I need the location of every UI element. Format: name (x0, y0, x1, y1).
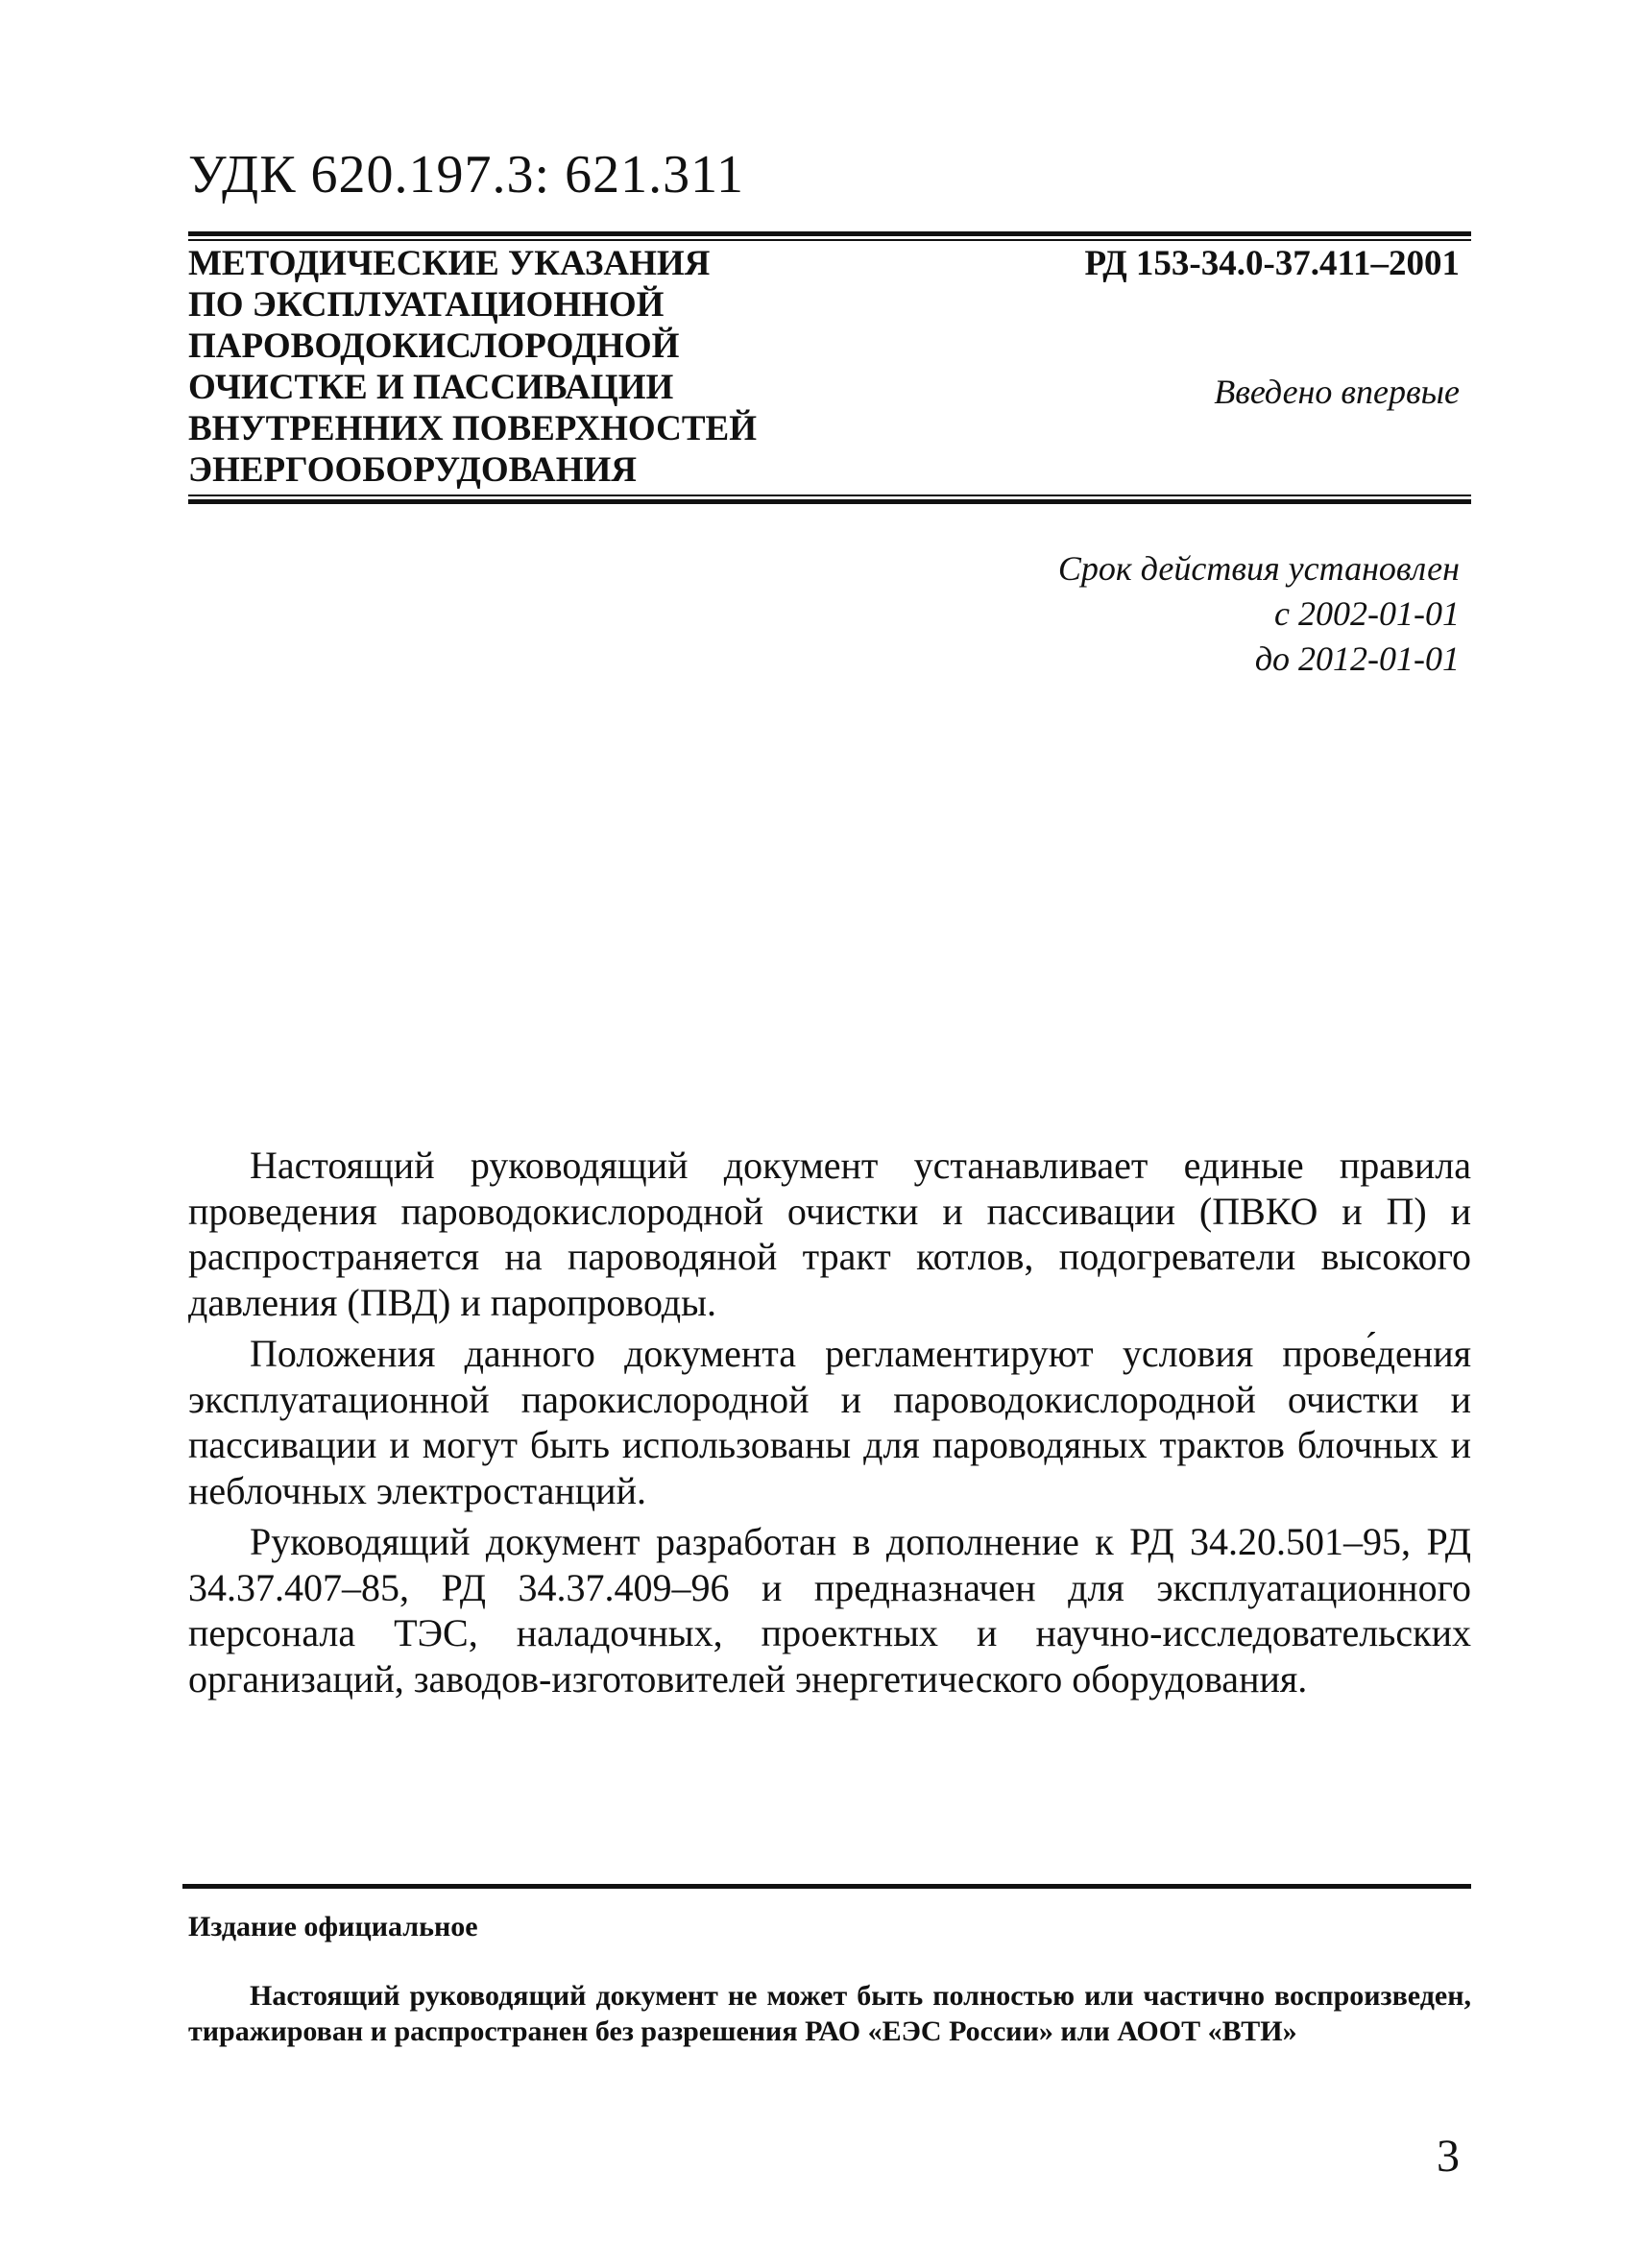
title-line: ОЧИСТКЕ И ПАССИВАЦИИ (188, 368, 674, 407)
title-line: ВНУТРЕННИХ ПОВЕРХНОСТЕЙ (188, 409, 758, 448)
validity-label: Срок действия установлен (1057, 549, 1460, 588)
title-line: ЭНЕРГООБОРУДОВАНИЯ (188, 450, 637, 490)
paragraph: Положения данного документа регламентируют условия прове́дения эксплуатационной парокислородной и пароводокислородной очистки и пассивации и могут быть использованы для пароводяных трактов блочных и неблочных электростанций. (188, 1332, 1471, 1512)
copyright-notice: Настоящий руководящий документ не может быть полностью или частично воспроизведен, тиражирован и распространен без разрешения РАО «ЕЭС России» или АООТ «ВТИ» (188, 1980, 1471, 2047)
header-top-rule-thin (188, 239, 1471, 241)
document-title (188, 243, 757, 491)
paragraph: Настоящий руководящий документ устанавливает единые правила проведения пароводокислородной очистки и пассивации (ПВКО и П) и распространяется на пароводяной тракт котлов, подогреватели высокого давления (ПВД) и паропроводы. (188, 1144, 1471, 1324)
title-line: МЕТОДИЧЕСКИЕ УКАЗАНИЯ (188, 244, 711, 283)
header-bottom-rule (188, 499, 1471, 504)
title-line: ПО ЭКСПЛУАТАЦИОННОЙ (188, 285, 665, 325)
paragraph: Руководящий документ разработан в дополнение к РД 34.20.501–95, РД 34.37.407–85, РД 34.37.409–96 и предназначен для эксплуатационного персонала ТЭС, наладочных, проектных и научно-исследовательских организаций, заводов-изготовителей энергетического оборудования. (188, 1520, 1471, 1701)
official-edition-label: Издание официальное (188, 1911, 478, 1942)
document-code: РД 153-34.0-37.411–2001 (1084, 244, 1460, 283)
header-bottom-rule-thin (188, 495, 1471, 496)
footer-rule (182, 1884, 1471, 1889)
validity-end: до 2012-01-01 (1254, 639, 1460, 678)
header-top-rule (188, 231, 1471, 236)
validity-period (1058, 546, 1460, 682)
introduced-note: Введено впервые (1214, 373, 1460, 411)
validity-start: с 2002-01-01 (1274, 594, 1460, 633)
page-number: 3 (1437, 2131, 1460, 2182)
body-text (188, 1143, 1471, 1707)
title-line: ПАРОВОДОКИСЛОРОДНОЙ (188, 326, 680, 366)
udk-code: УДК 620.197.3: 621.311 (188, 145, 745, 205)
